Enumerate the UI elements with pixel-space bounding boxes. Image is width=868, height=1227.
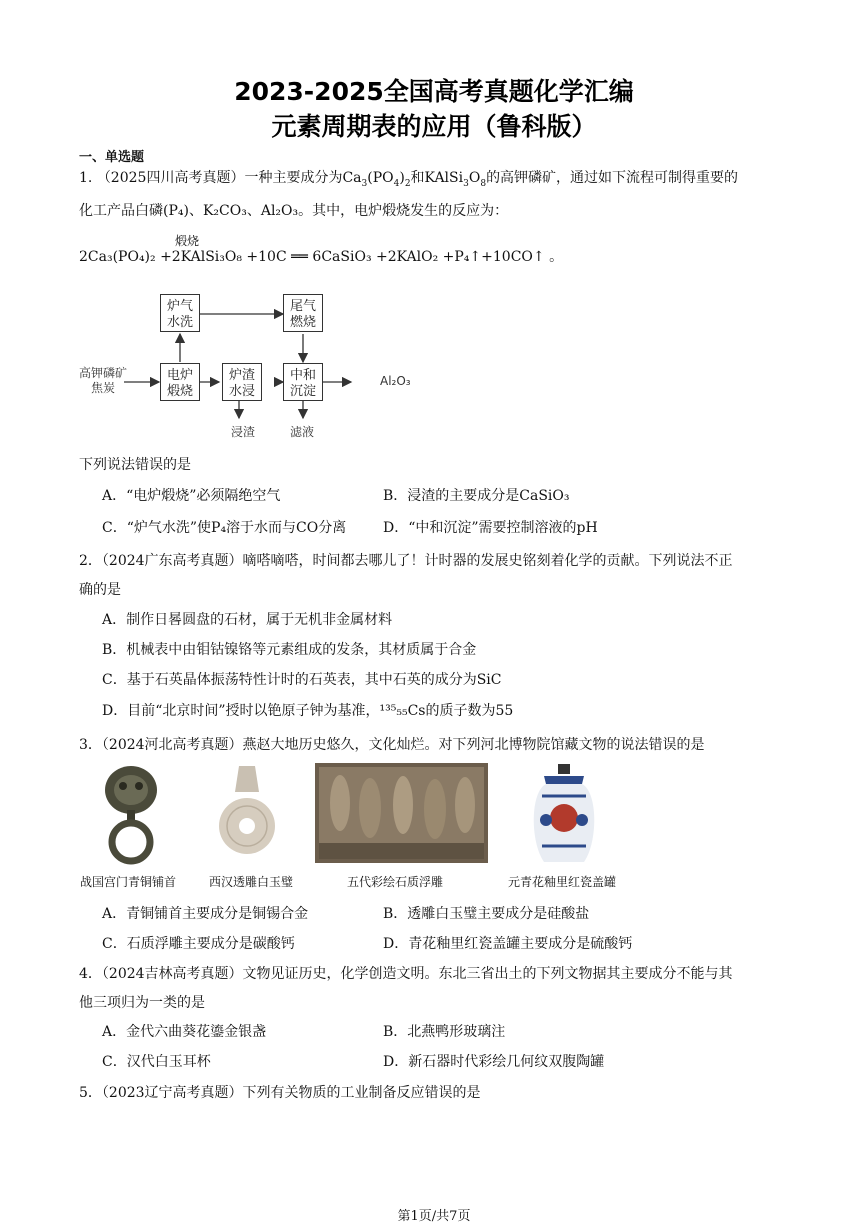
page-footer: 第1页/共7页	[397, 1209, 471, 1224]
q2-option-a[interactable]: A．制作日晷圆盘的石材，属于无机非金属材料	[102, 612, 393, 628]
section-heading: 一、单选题	[79, 150, 145, 165]
flow-residue-label: 浸渣	[231, 425, 256, 439]
q4-stem-line1: 4．（2024吉林高考真题）文物见证历史，化学创造文明。东北三省出土的下列文物据其主要成分不能与其	[79, 966, 733, 982]
q1-equation: 2Ca₃(PO₄)₂ +2KAlSi₃O₈ +10C ══ 6CaSiO₃ +2KAlO₂ +P₄↑+10CO↑ 。	[79, 249, 564, 265]
q3-option-b[interactable]: B．透雕白玉璧主要成分是硅酸盐	[383, 906, 590, 922]
white-jade-bi-image	[217, 762, 277, 866]
q3-option-a[interactable]: A．青铜铺首主要成分是铜锡合金	[102, 906, 309, 922]
q1-option-a[interactable]: A．“电炉煅烧”必须隔绝空气	[102, 488, 281, 504]
q2-option-d[interactable]: D．目前“北京时间”授时以铯原子钟为基准，¹³⁵₅₅Cs的质子数为55	[102, 703, 514, 719]
q1-option-d[interactable]: D．“中和沉淀”需要控制溶液的pH	[383, 520, 598, 536]
q3-option-d[interactable]: D．青花釉里红瓷盖罐主要成分是硫酸钙	[383, 936, 633, 952]
q4-stem-line2: 他三项归为一类的是	[79, 995, 205, 1011]
flow-box-neutralize: 中和 沉淀	[283, 363, 323, 401]
q1-stem-line1: 1. （2025四川高考真题）一种主要成分为$Ca_3(PO_4)_2$和$KAlSi_3O_8$的高钾磷矿，通过如下流程可制得重要的	[79, 170, 739, 189]
caption-bronze-knocker: 战国宫门青铜铺首	[80, 875, 177, 889]
blue-white-jar-image	[528, 762, 600, 866]
q1-stem-line2: 化工产品白磷(P₄)、K₂CO₃、Al₂O₃。其中，电炉煅烧发生的反应为：	[79, 203, 509, 219]
q5-stem-line1: 5．（2023辽宁高考真题）下列有关物质的工业制备反应错误的是	[79, 1085, 481, 1101]
q4-option-b[interactable]: B．北燕鸭形玻璃注	[383, 1024, 506, 1040]
q4-option-a[interactable]: A．金代六曲葵花鎏金银盏	[102, 1024, 267, 1040]
bronze-door-knocker-image	[102, 762, 160, 866]
q4-option-c[interactable]: C．汉代白玉耳杯	[102, 1054, 211, 1070]
q4-option-d[interactable]: D．新石器时代彩绘几何纹双腹陶罐	[383, 1054, 605, 1070]
q1-question: 下列说法错误的是	[79, 457, 191, 473]
caption-stone-relief: 五代彩绘石质浮雕	[347, 875, 444, 889]
q2-option-b[interactable]: B．机械表中由钼钴镍铬等元素组成的发条，其材质属于合金	[102, 642, 477, 658]
q3-option-c[interactable]: C．石质浮雕主要成分是碳酸钙	[102, 936, 295, 952]
q2-option-c[interactable]: C．基于石英晶体振荡特性计时的石英表，其中石英的成分为SiC	[102, 672, 502, 688]
q1-equation-condition: 煅烧	[175, 234, 200, 248]
caption-porcelain-jar: 元青花釉里红瓷盖罐	[508, 875, 617, 889]
stone-relief-image	[315, 763, 488, 863]
flow-box-leach: 炉渣 水浸	[222, 363, 262, 401]
q2-stem-line2: 确的是	[79, 582, 121, 598]
caption-jade-bi: 西汉透雕白玉璧	[209, 875, 294, 889]
flow-box-furnace: 电炉 煅烧	[160, 363, 200, 401]
q3-stem-line1: 3．（2024河北高考真题）燕赵大地历史悠久，文化灿烂。对下列河北博物院馆藏文物的说法错误的是	[79, 737, 705, 753]
q1-option-b[interactable]: B．浸渣的主要成分是CaSiO₃	[383, 488, 570, 504]
page-title: 2023-2025全国高考真题化学汇编	[234, 77, 634, 106]
q1-number: 1.	[79, 170, 93, 186]
flow-input-label: 高钾磷矿 焦炭	[79, 366, 128, 395]
flow-box-tailgas-burn: 尾气 燃烧	[283, 294, 323, 332]
flow-filtrate-label: 滤液	[290, 425, 315, 439]
q1-option-c[interactable]: C．“炉气水洗”使P₄溶于水而与CO分离	[102, 520, 347, 536]
flow-output-label: Al₂O₃	[380, 374, 411, 388]
q2-stem-line1: 2．（2024广东高考真题）嘀嗒嘀嗒，时间都去哪儿了！计时器的发展史铭刻着化学的贡献。下列说法不正	[79, 553, 733, 569]
q1-source: （2025四川高考真题）	[96, 170, 245, 186]
page-subtitle: 元素周期表的应用（鲁科版）	[271, 112, 597, 141]
flow-box-gas-wash: 炉气 水洗	[160, 294, 200, 332]
